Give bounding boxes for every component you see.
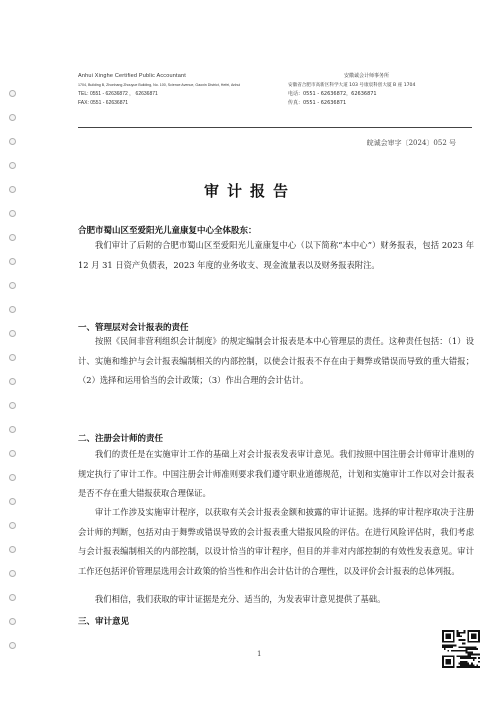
binding-hole: [9, 330, 16, 337]
binding-hole: [9, 258, 16, 265]
binding-hole: [9, 522, 16, 529]
binding-hole: [9, 90, 16, 97]
firm-fax-en: FAX: 0551 - 62636871: [78, 100, 129, 106]
header-divider: [78, 127, 472, 128]
binding-hole: [9, 378, 16, 385]
firm-address-cn: 安徽省合肥市高新区科学大道 103 号康宸科创大厦 B 座 1704: [288, 83, 416, 88]
firm-name-cn: 安徽诚会计师事务所: [344, 73, 390, 79]
section-1-paragraph: 按照《民间非营利组织会计制度》的规定编制会计报表是本中心管理层的责任。这种责任包括：（1）设计、实施和维护与会计报表编制相关的内部控制，以使会计报表不存在由于舞弊或错误而导致的重大错报；（2）选择和运用恰当的会计政策；（3）作出合理的会计估计。: [78, 336, 474, 385]
section-2-paragraph-3: 我们相信，我们获取的审计证据是充分、适当的，为发表审计意见提供了基础。: [95, 594, 386, 604]
binding-hole: [9, 570, 16, 577]
section-heading-3: 三、审计意见: [78, 617, 130, 627]
addressee: 合肥市蜀山区至爱阳光儿童康复中心全体股东：: [78, 226, 257, 236]
firm-tel-en: TEL: 0551 - 62636872 ， 62636871: [78, 91, 158, 97]
binding-hole: [9, 138, 16, 145]
firm-header-english: [78, 72, 240, 108]
binding-edge: [0, 0, 18, 707]
report-title: 审计报告: [203, 182, 296, 200]
section-2-paragraph-2: 审计工作涉及实施审计程序，以获取有关会计报表金额和披露的审计证据。选择的审计程序取决于注册会计师的判断，包括对由于舞弊或错误导致的会计报表重大错报风险的评估。在进行风险评估时，我们考虑与会计报表编制相关的内部控制，以设计恰当的审计程序，但目的并非对内部控制的有效性发表意见。审计工作还包括评价管理层选用会计政策的恰当性和作出会计估计的合理性，以及评价会计报表的总体列报。: [78, 507, 474, 576]
binding-hole: [9, 618, 16, 625]
binding-hole: [9, 402, 16, 409]
firm-header-chinese: [288, 72, 415, 108]
binding-hole: [9, 546, 16, 553]
binding-hole: [9, 234, 16, 241]
binding-hole: [9, 210, 16, 217]
firm-fax-cn: 传真：0551 - 62636871: [288, 100, 347, 106]
binding-hole: [9, 498, 16, 505]
binding-hole: [9, 354, 16, 361]
binding-hole: [9, 594, 16, 601]
firm-address-en: 1704, Building B, Zhonhang Zhouyue Building, No. 100, Science Avenue, Gaoxin District, Hefei, Anhui: [78, 83, 241, 87]
section-2-paragraph-1: 我们的责任是在实施审计工作的基础上对会计报表发表审计意见。我们按照中国注册会计师审计准则的规定执行了审计工作。中国注册会计师准则要求我们遵守职业道德规范，计划和实施审计工作以对会计报表是否不存在重大错报获取合理保证。: [78, 449, 474, 498]
binding-hole: [9, 282, 16, 289]
binding-hole: [9, 162, 16, 169]
document-number: 皖诚会审字〔2024〕052 号: [366, 139, 456, 147]
firm-tel-cn: 电话：0551 - 62636872，62636871: [288, 91, 377, 97]
binding-hole: [9, 642, 16, 649]
intro-paragraph: 我们审计了后附的合肥市蜀山区至爱阳光儿童康复中心（以下简称“本中心”）财务报表，包括 2023 年 12 月 31 日资产负债表，2023 年度的业务收支、现金流量表以及财务报表附注。: [78, 240, 474, 270]
binding-hole: [9, 450, 16, 457]
section-heading-1: 一、管理层对会计报表的责任: [78, 323, 189, 333]
page-number: 1: [257, 650, 262, 658]
firm-name-en: Anhui Xinghe Certified Public Accountant: [78, 73, 186, 79]
binding-hole: [9, 474, 16, 481]
binding-hole: [9, 114, 16, 121]
verification-qr-code: [442, 630, 480, 668]
binding-hole: [9, 426, 16, 433]
section-heading-2: 二、注册会计师的责任: [78, 434, 164, 444]
binding-hole: [9, 306, 16, 313]
